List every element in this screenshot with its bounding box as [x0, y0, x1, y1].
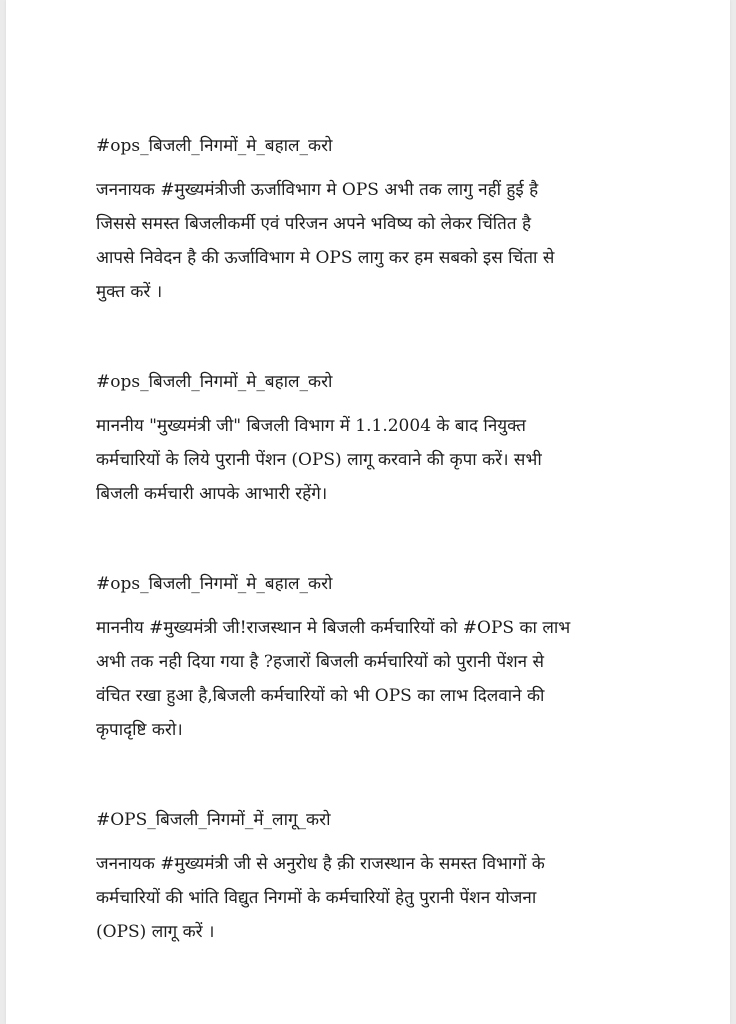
post-section-1 [96, 133, 616, 309]
post-text-line: कृपादृष्टि करो। [96, 720, 183, 740]
post-text-line: अभी तक नही दिया गया है ?हजारों बिजली कर्मचारियों को पुरानी पेंशन से [96, 652, 545, 672]
document-page [6, 0, 730, 1024]
post-text-line: वंचित रखा हुआ है,बिजली कर्मचारियों को भी OPS का लाभ दिलवाने की [96, 686, 545, 706]
post-hashtag: #ops_बिजली_निगमों_मे_बहाल_करो [96, 372, 333, 392]
post-text-line: आपसे निवेदन है की ऊर्जाविभाग मे OPS लागु कर हम सबको इस चिंता से [96, 248, 555, 268]
post-section-4 [96, 807, 616, 949]
post-text-line: मुक्त करें । [96, 282, 163, 302]
post-text-line: जिससे समस्त बिजलीकर्मी एवं परिजन अपने भविष्य को लेकर चिंतित है [96, 214, 531, 234]
post-hashtag: #OPS_बिजली_निगमों_में_लागू_करो [96, 810, 331, 830]
post-text-line: कर्मचारियों की भांति विद्युत निगमों के कर्मचारियों हेतु पुरानी पेंशन योजना [96, 888, 537, 908]
document-content [96, 133, 616, 1009]
post-text-line: जननायक #मुख्यमंत्री जी से अनुरोध है क़ी राजस्थान के समस्त विभागों के [96, 854, 545, 874]
post-section-3 [96, 571, 616, 747]
post-text-line: माननीय #मुख्यमंत्री जी!राजस्थान मे बिजली कर्मचारियों को #OPS का लाभ [96, 618, 571, 638]
post-text-line: कर्मचारियों के लिये पुरानी पेंशन (OPS) लागू करवाने की कृपा करें। सभी [96, 450, 542, 470]
post-section-2 [96, 369, 616, 511]
post-hashtag: #ops_बिजली_निगमों_मे_बहाल_करो [96, 136, 333, 156]
post-text-line: माननीय "मुख्यमंत्री जी" बिजली विभाग में 1.1.2004 के बाद नियुक्त [96, 416, 526, 436]
post-text-line: बिजली कर्मचारी आपके आभारी रहेंगे। [96, 484, 328, 504]
post-text-line: (OPS) लागू करें । [96, 922, 215, 942]
post-hashtag: #ops_बिजली_निगमों_मे_बहाल_करो [96, 574, 333, 594]
post-text-line: जननायक #मुख्यमंत्रीजी ऊर्जाविभाग मे OPS अभी तक लागु नहीं हुई है [96, 180, 539, 200]
